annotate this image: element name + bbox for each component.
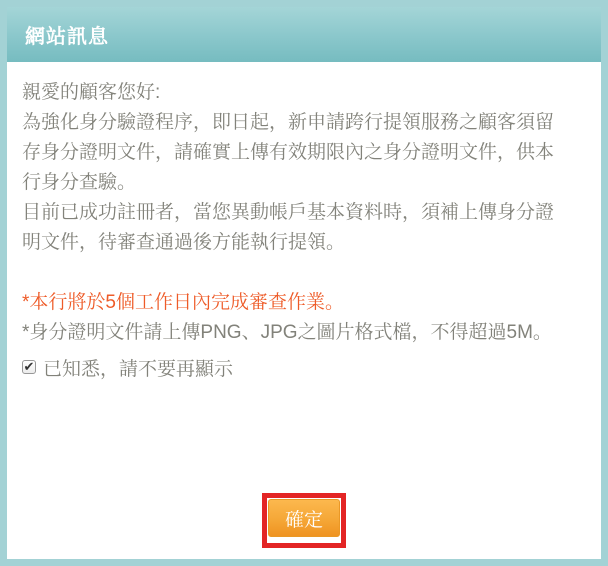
dont-show-again-row [22,356,586,378]
message-line: 為強化身分驗證程序，即日起，新申請跨行提領服務之顧客須留 [22,112,555,133]
message-line: 行身分查驗。 [22,172,137,193]
dialog-title: 網站訊息 [25,26,109,48]
message-line: 存身分證明文件，請確實上傳有效期限內之身分證明文件，供本 [22,142,555,163]
message-line: 明文件，待審查通過後方能執行提領。 [22,232,346,253]
dialog-header [7,7,601,62]
button-area [7,493,601,548]
file-format-notice: *身分證明文件請上傳PNG、JPG之圖片格式檔，不得超過5M。 [22,322,552,343]
dont-show-again-label: 已知悉，請不要再顯示 [43,358,234,380]
message-text [22,78,586,258]
dont-show-again-checkbox[interactable] [22,360,36,374]
message-line: 親愛的顧客您好: [22,82,161,103]
checkmark-icon: ✔ [23,358,35,374]
click-highlight-annotation [262,493,346,548]
confirm-button[interactable]: 確定 [268,499,340,537]
review-time-notice: *本行將於5個工作日內完成審查作業。 [22,292,344,313]
message-line: 目前已成功註冊者，當您異動帳戶基本資料時，須補上傳身分證 [22,202,555,223]
dialog-content [7,62,601,559]
